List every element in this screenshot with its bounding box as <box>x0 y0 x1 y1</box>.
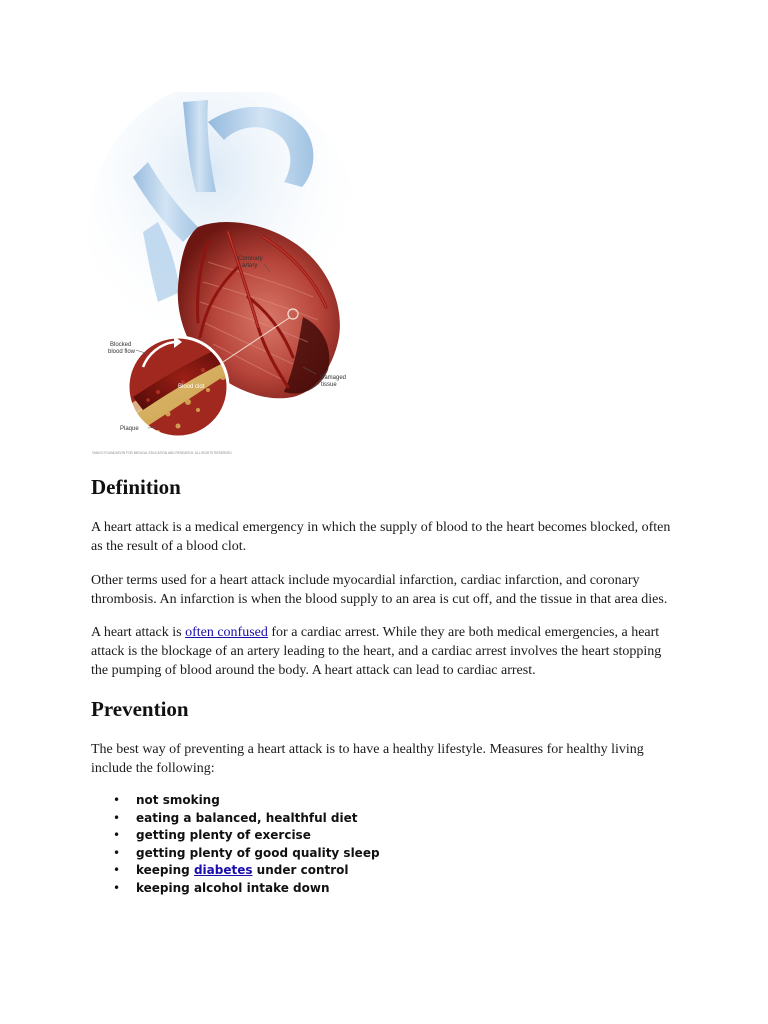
heading-definition: Definition <box>91 475 181 499</box>
list-item: • getting plenty of good quality sleep <box>91 845 681 863</box>
heading-prevention: Prevention <box>91 697 189 721</box>
definition-paragraph-1: A heart attack is a medical emergency in which the supply of blood to the heart becomes blocked, often as the result of a blood clot. <box>91 520 671 554</box>
article-content <box>91 472 681 897</box>
heart-attack-illustration <box>88 92 360 458</box>
label-coronary-artery-2: artery <box>242 263 258 269</box>
often-confused-link[interactable]: often confused <box>185 625 268 640</box>
prevention-intro: The best way of preventing a heart attack is to have a healthy lifestyle. Measures for healthy living include the following: <box>91 742 644 776</box>
label-damaged-tissue-1: Damaged <box>320 375 347 381</box>
label-blocked-flow-1: Blocked <box>110 342 132 348</box>
p3-text-before: A heart attack is <box>91 625 186 640</box>
label-coronary-artery-1: Coronary <box>238 256 263 262</box>
prevention-list <box>91 792 681 897</box>
list-item <box>91 862 681 880</box>
figure-copyright: ©MAYO FOUNDATION FOR MEDICAL EDUCATION AND RESEARCH. ALL RIGHTS RESERVED. <box>92 451 233 455</box>
list-item: • keeping alcohol intake down <box>91 880 681 898</box>
definition-paragraph-3 <box>91 623 681 680</box>
label-blood-clot: Blood clot <box>178 384 205 390</box>
item5-text-after: under control <box>252 863 349 877</box>
heart-illustration-svg <box>88 92 360 458</box>
label-damaged-tissue-2: tissue <box>321 382 337 388</box>
p3-text-after: for a cardiac arrest. While they are both medical emergencies, a heart attack is the blockage of an artery leading to the heart, and a cardiac arrest involves the heart stopping the pumping of blood around the body. A heart attack can lead to cardiac arrest. <box>91 625 662 678</box>
definition-paragraph-2: Other terms used for a heart attack include myocardial infarction, cardiac infarction, and coronary thrombosis. An infarction is when the blood supply to an area is cut off, and the tissue in that area dies. <box>91 573 668 607</box>
list-item: • getting plenty of exercise <box>91 827 681 845</box>
list-item: • not smoking <box>91 792 681 810</box>
list-item: • eating a balanced, healthful diet <box>91 810 681 828</box>
label-plaque: Plaque <box>120 426 139 432</box>
label-blocked-flow-2: blood flow <box>108 349 136 355</box>
item5-text-before: keeping <box>136 863 194 877</box>
diabetes-link[interactable]: diabetes <box>193 863 253 877</box>
